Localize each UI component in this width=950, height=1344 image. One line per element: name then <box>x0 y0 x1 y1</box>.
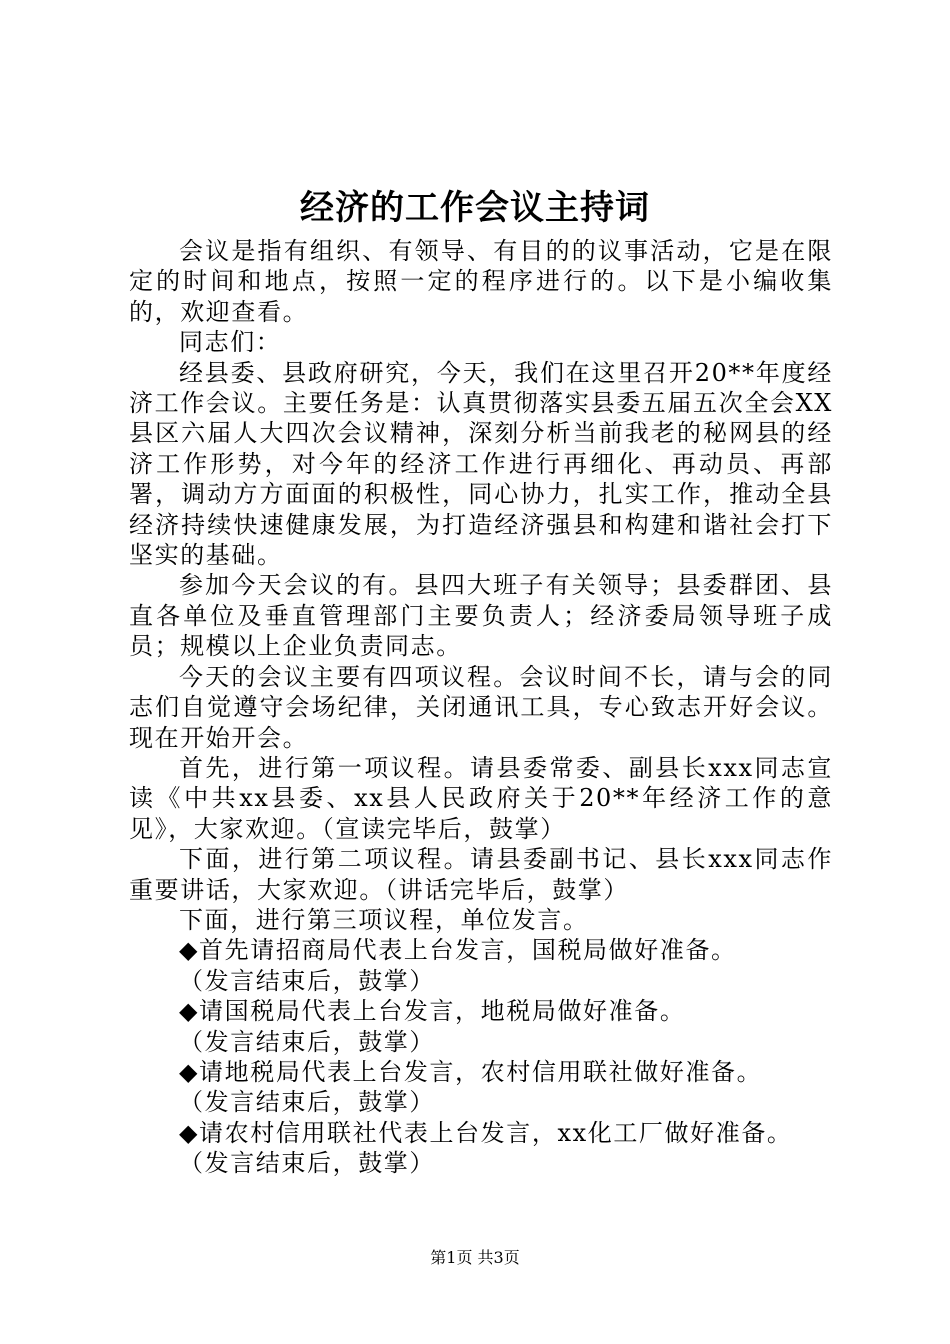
speech-note: （发言结束后，鼓掌） <box>179 1149 435 1178</box>
document-title: 经济的工作会议主持词 <box>300 188 650 228</box>
speech-note: （发言结束后，鼓掌） <box>179 1088 435 1117</box>
paragraph-item-two: 下面，进行第二项议程。请县委副书记、县长xxx同志作重要讲话，大家欢迎。（讲话完毕后，鼓掌） <box>129 845 833 904</box>
paragraph-intro: 会议是指有组织、有领导、有目的的议事活动，它是在限定的时间和地点，按照一定的程序进行的。以下是小编收集的，欢迎查看。 <box>129 237 833 326</box>
speech-item: ◆请国税局代表上台发言，地税局做好准备。 <box>179 997 686 1026</box>
speech-note: （发言结束后，鼓掌） <box>179 1027 435 1056</box>
document-body <box>129 236 833 1179</box>
paragraph-purpose: 经县委、县政府研究，今天，我们在这里召开20**年度经济工作会议。主要任务是：认真贯彻落实县委五届五次全会XX县区六届人大四次会议精神，深刻分析当前我老的秘网县的经济工作形势，对今年的经济工作进行再细化、再动员、再部署，调动方方面面的积极性，同心协力，扎实工作，推动全县经济持续快速健康发展，为打造经济强县和构建和谐社会打下坚实的基础。 <box>129 358 833 570</box>
paragraph-item-one: 首先，进行第一项议程。请县委常委、副县长xxx同志宣读《中共xx县委、xx县人民政府关于20**年经济工作的意见》，大家欢迎。（宣读完毕后，鼓掌） <box>129 753 833 843</box>
page-footer: 第1页 共3页 <box>430 1248 520 1267</box>
paragraph-agenda: 今天的会议主要有四项议程。会议时间不长，请与会的同志们自觉遵守会场纪律，关闭通讯工具，专心致志开好会议。现在开始开会。 <box>129 662 833 752</box>
paragraph-salutation: 同志们： <box>179 328 282 357</box>
paragraph-attendees: 参加今天会议的有。县四大班子有关领导；县委群团、县直各单位及垂直管理部门主要负责人；经济委局领导班子成员；规模以上企业负责同志。 <box>129 571 833 661</box>
speech-item: ◆请地税局代表上台发言，农村信用联社做好准备。 <box>179 1057 763 1086</box>
speech-note: （发言结束后，鼓掌） <box>179 966 435 995</box>
speech-item: ◆请农村信用联社代表上台发言，xx化工厂做好准备。 <box>179 1118 793 1147</box>
speech-item: ◆首先请招商局代表上台发言，国税局做好准备。 <box>179 936 737 965</box>
paragraph-item-three: 下面，进行第三项议程，单位发言。 <box>179 905 589 934</box>
